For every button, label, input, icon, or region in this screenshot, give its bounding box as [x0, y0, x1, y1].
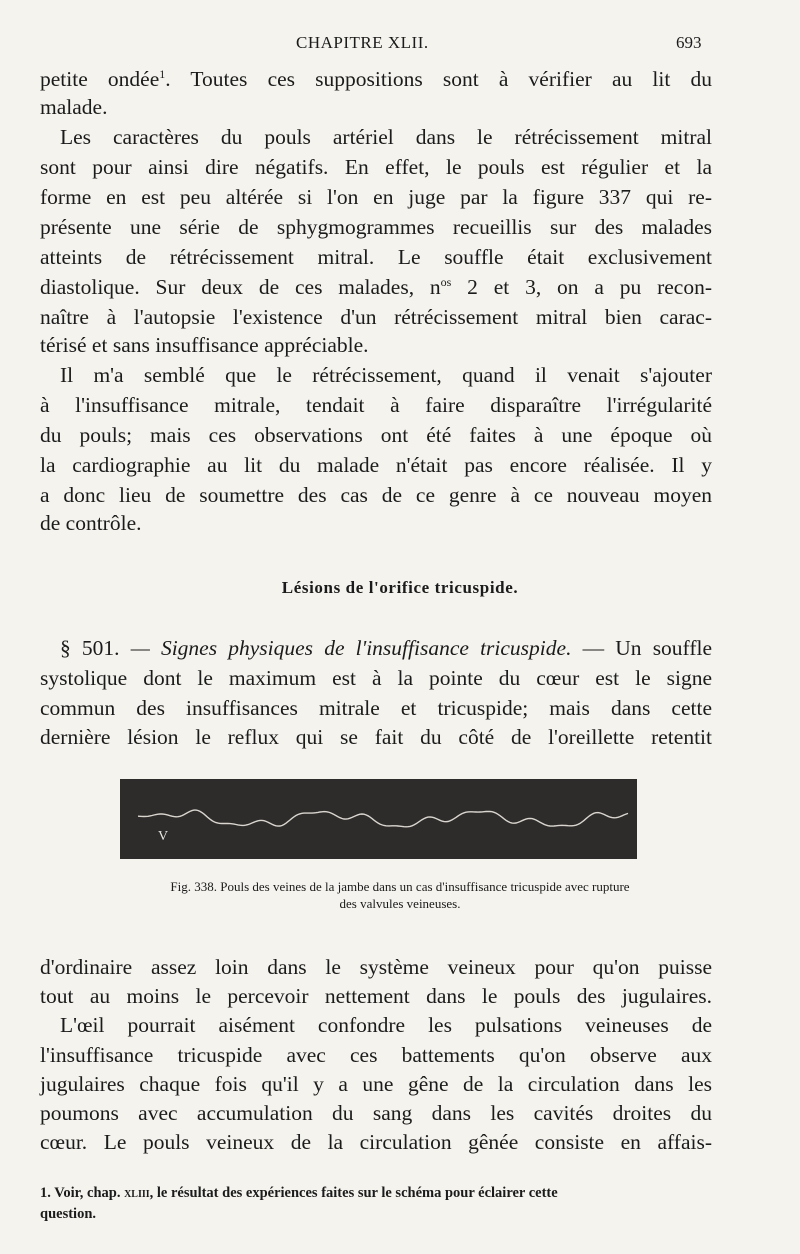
footnote-marker: 1: [159, 66, 166, 81]
text-line: térisé et sans insuffisance appréciable.: [40, 333, 369, 357]
text-line: de contrôle.: [40, 511, 142, 535]
section-number: § 501.: [60, 636, 120, 660]
text-line: forme en est peu altérée si l'on en juge par la figure 337 qui re-: [40, 185, 712, 209]
running-head: [0, 33, 800, 57]
chapter-title: CHAPITRE XLII.: [296, 33, 429, 52]
text-line: sont pour ainsi dire négatifs. En effet, le pouls est régulier et la: [40, 155, 712, 179]
text-line: atteints de rétrécissement mitral. Le souffle était exclusivement: [40, 245, 712, 269]
trace-label: V: [158, 829, 169, 844]
text-line: cœur. Le pouls veineux de la circulation gênée consiste en affais-: [40, 1130, 712, 1154]
text-line: petite ondée$^1$. Toutes ces suppositions sont à vérifier au lit du: [40, 66, 712, 91]
text-line: présente une série de sphygmogrammes recueillis sur des malades: [40, 215, 712, 239]
pulse-trace-line: [138, 810, 628, 827]
text-line: tout au moins le percevoir nettement dans le pouls des jugulaires.: [40, 984, 712, 1008]
text-line: du pouls; mais ces observations ont été faites à une époque où: [40, 423, 712, 447]
text-line: systolique dont le maximum est à la pointe du cœur est le signe: [40, 666, 712, 690]
pulse-trace-svg: [120, 779, 637, 859]
text-line: la cardiographie au lit du malade n'était pas encore réalisée. Il y: [40, 453, 712, 477]
text-line: jugulaires chaque fois qu'il y a une gêne de la circulation dans les: [40, 1072, 712, 1096]
text-line: malade.: [40, 95, 108, 119]
text-line: naître à l'autopsie l'existence d'un rétrécissement mitral bien carac-: [40, 305, 712, 329]
text-line: d'ordinaire assez loin dans le système veineux pour qu'on puisse: [40, 955, 712, 979]
text-line: Les caractères du pouls artériel dans le rétrécissement mitral: [60, 125, 712, 149]
text-line: dernière lésion le reflux qui se fait du côté de l'oreillette retentit: [40, 725, 712, 749]
section-title: — Signes physiques de l'insuffisance tricuspide.: [130, 636, 572, 660]
text-line: § 501. — Signes physiques de l'insuffisance tricuspide. — Un souffle: [60, 636, 713, 660]
figure-caption: Fig. 338. Pouls des veines de la jambe dans un cas d'insuffisance tricuspide avec rupture des valvules veineuses.: [170, 879, 630, 911]
text-line: poumons avec accumulation du sang dans les cavités droites du: [40, 1101, 712, 1125]
text-line: a donc lieu de soumettre des cas de ce genre à ce nouveau moyen: [40, 483, 712, 507]
text-line: L'œil pourrait aisément confondre les pulsations veineuses de: [60, 1013, 712, 1037]
text-line: à l'insuffisance mitrale, tendait à faire disparaître l'irrégularité: [40, 393, 712, 417]
page-number: 693: [676, 33, 702, 52]
text-line: Il m'a semblé que le rétrécissement, quand il venait s'ajouter: [60, 363, 712, 387]
section-heading: Lésions de l'orifice tricuspide.: [281, 578, 519, 597]
text-line: l'insuffisance tricuspide avec ces battements qu'on observe aux: [40, 1043, 712, 1067]
footnote: 1. Voir, chap. xliii, le résultat des expériences faites sur le schéma pour éclairer cette question.: [40, 1185, 558, 1222]
text-line: diastolique. Sur deux de ces malades, $n^{os}$ 2 et 3, on a pu recon-: [40, 274, 712, 299]
venous-pulse-tracing: [120, 779, 637, 859]
text-line: commun des insuffisances mitrale et tricuspide; mais dans cette: [40, 696, 712, 720]
